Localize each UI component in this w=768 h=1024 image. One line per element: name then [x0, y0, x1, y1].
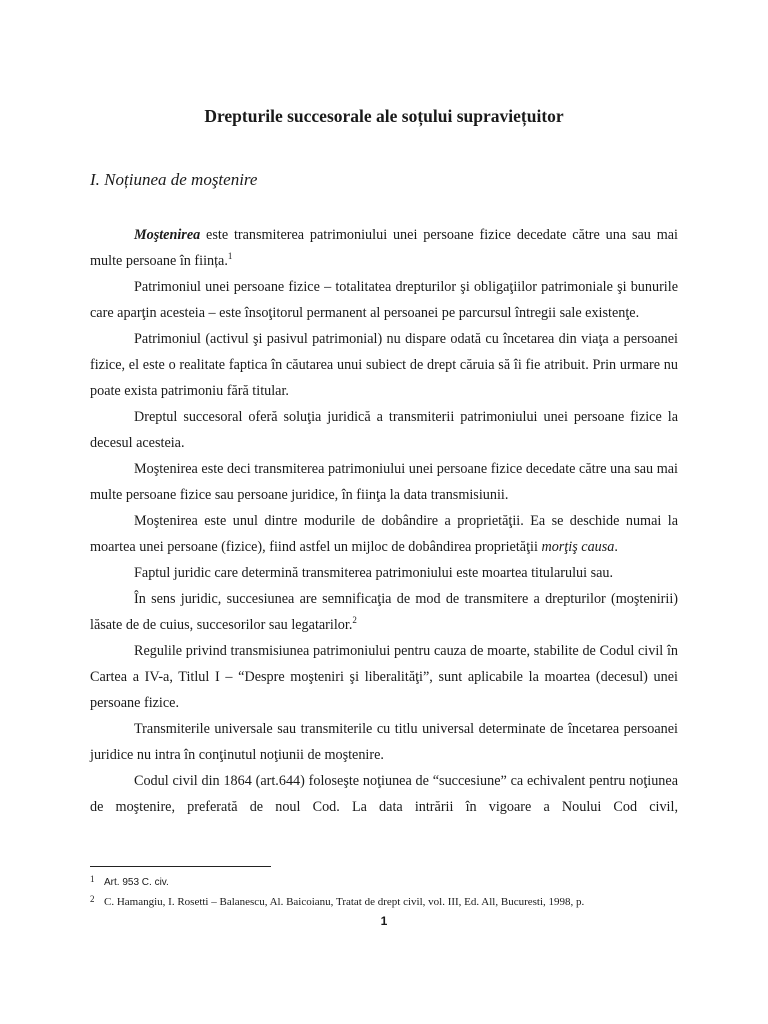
term-lead: Moştenirea [134, 227, 201, 243]
footnote-ref: 1 [227, 251, 233, 261]
paragraph-text: Moştenirea este unul dintre modurile de dobândire a proprietăţii. Ea se deschide numai la moartea unei persoane (fizice), fiind astfel un mijloc de dobândirea proprietăţii [90, 513, 678, 555]
paragraph: Codul civil din 1864 (art.644) foloseşte noţiunea de “succesiune” ca echivalent pentru noţiunea de moştenire, preferată de noul Cod. La data intrării în vigoare a Noului Cod civil, [90, 773, 678, 815]
paragraph [90, 508, 678, 560]
paragraph-text: În sens juridic, succesiunea are semnificaţia de mod de transmitere a drepturilor (moştenirii) lăsate de de cuius, succesorilor sau legatarilor. [90, 591, 678, 633]
paragraph: Patrimoniul unei persoane fizice – totalitatea drepturilor şi obligaţiilor patrimoniale şi bunurile care aparţin acesteia – este însoţitorul permanent al persoanei pe parcursul întregii sale existenţe. [90, 279, 678, 321]
document-body [90, 222, 678, 820]
paragraph: Patrimoniul (activul şi pasivul patrimonial) nu dispare odată cu încetarea din viaţa a persoanei fizice, el este o realitate faptica în căutarea unui subiect de drept căruia să îi fie atribuit. Prin urmare nu poate exista patrimoniu fără titular. [90, 331, 678, 399]
footnote-ref: 2 [352, 615, 357, 625]
paragraph: Regulile privind transmisiunea patrimoniului pentru cauza de moarte, stabilite de Codul civil în Cartea a IV-a, Titlul I – “Despre moşteniri şi liberalităţi”, sunt aplicabile la moartea (decesul) unei persoane fizice. [90, 643, 678, 711]
paragraph: Moştenirea este deci transmiterea patrimoniului unei persoane fizice decedate către una sau mai multe persoane fizice sau persoane juridice, în fiinţa la data transmisiunii. [90, 461, 678, 503]
footnotes [90, 871, 690, 911]
paragraph: Transmiterile universale sau transmiterile cu titlu universal determinate de încetarea persoanei juridice nu intra în conţinutul noţiunii de moştenire. [90, 721, 678, 763]
footnote-separator [90, 866, 271, 867]
footnote-text: C. Hamangiu, I. Rosetti – Balanescu, Al. Baicoianu, Tratat de drept civil, vol. III, Ed. All, Bucuresti, 1998, p. [104, 896, 585, 908]
paragraph [90, 222, 678, 274]
footnote [90, 891, 690, 911]
section-heading: I. Noțiunea de moştenire [90, 170, 258, 189]
latin-term: morţiş causa [541, 539, 615, 555]
paragraph [90, 586, 678, 638]
paragraph-text: este transmiterea patrimoniului unei persoane fizice decedate către una sau mai multe persoane în ființa. [90, 227, 678, 269]
paragraph: Faptul juridic care determină transmiterea patrimoniului este moartea titularului sau. [134, 565, 614, 581]
paragraph-end: . [614, 539, 618, 555]
paragraph: Dreptul succesoral oferă soluţia juridică a transmiterii patrimoniului unei persoane fizice la decesul acesteia. [90, 409, 678, 451]
footnote [90, 871, 690, 891]
document-title: Drepturile succesorale ale soțului supraviețuitor [204, 106, 564, 126]
footnote-text: Art. 953 C. civ. [104, 877, 169, 888]
footnote-number: 2 [90, 894, 95, 904]
footnote-number: 1 [90, 874, 95, 884]
page-number: 1 [380, 914, 388, 928]
